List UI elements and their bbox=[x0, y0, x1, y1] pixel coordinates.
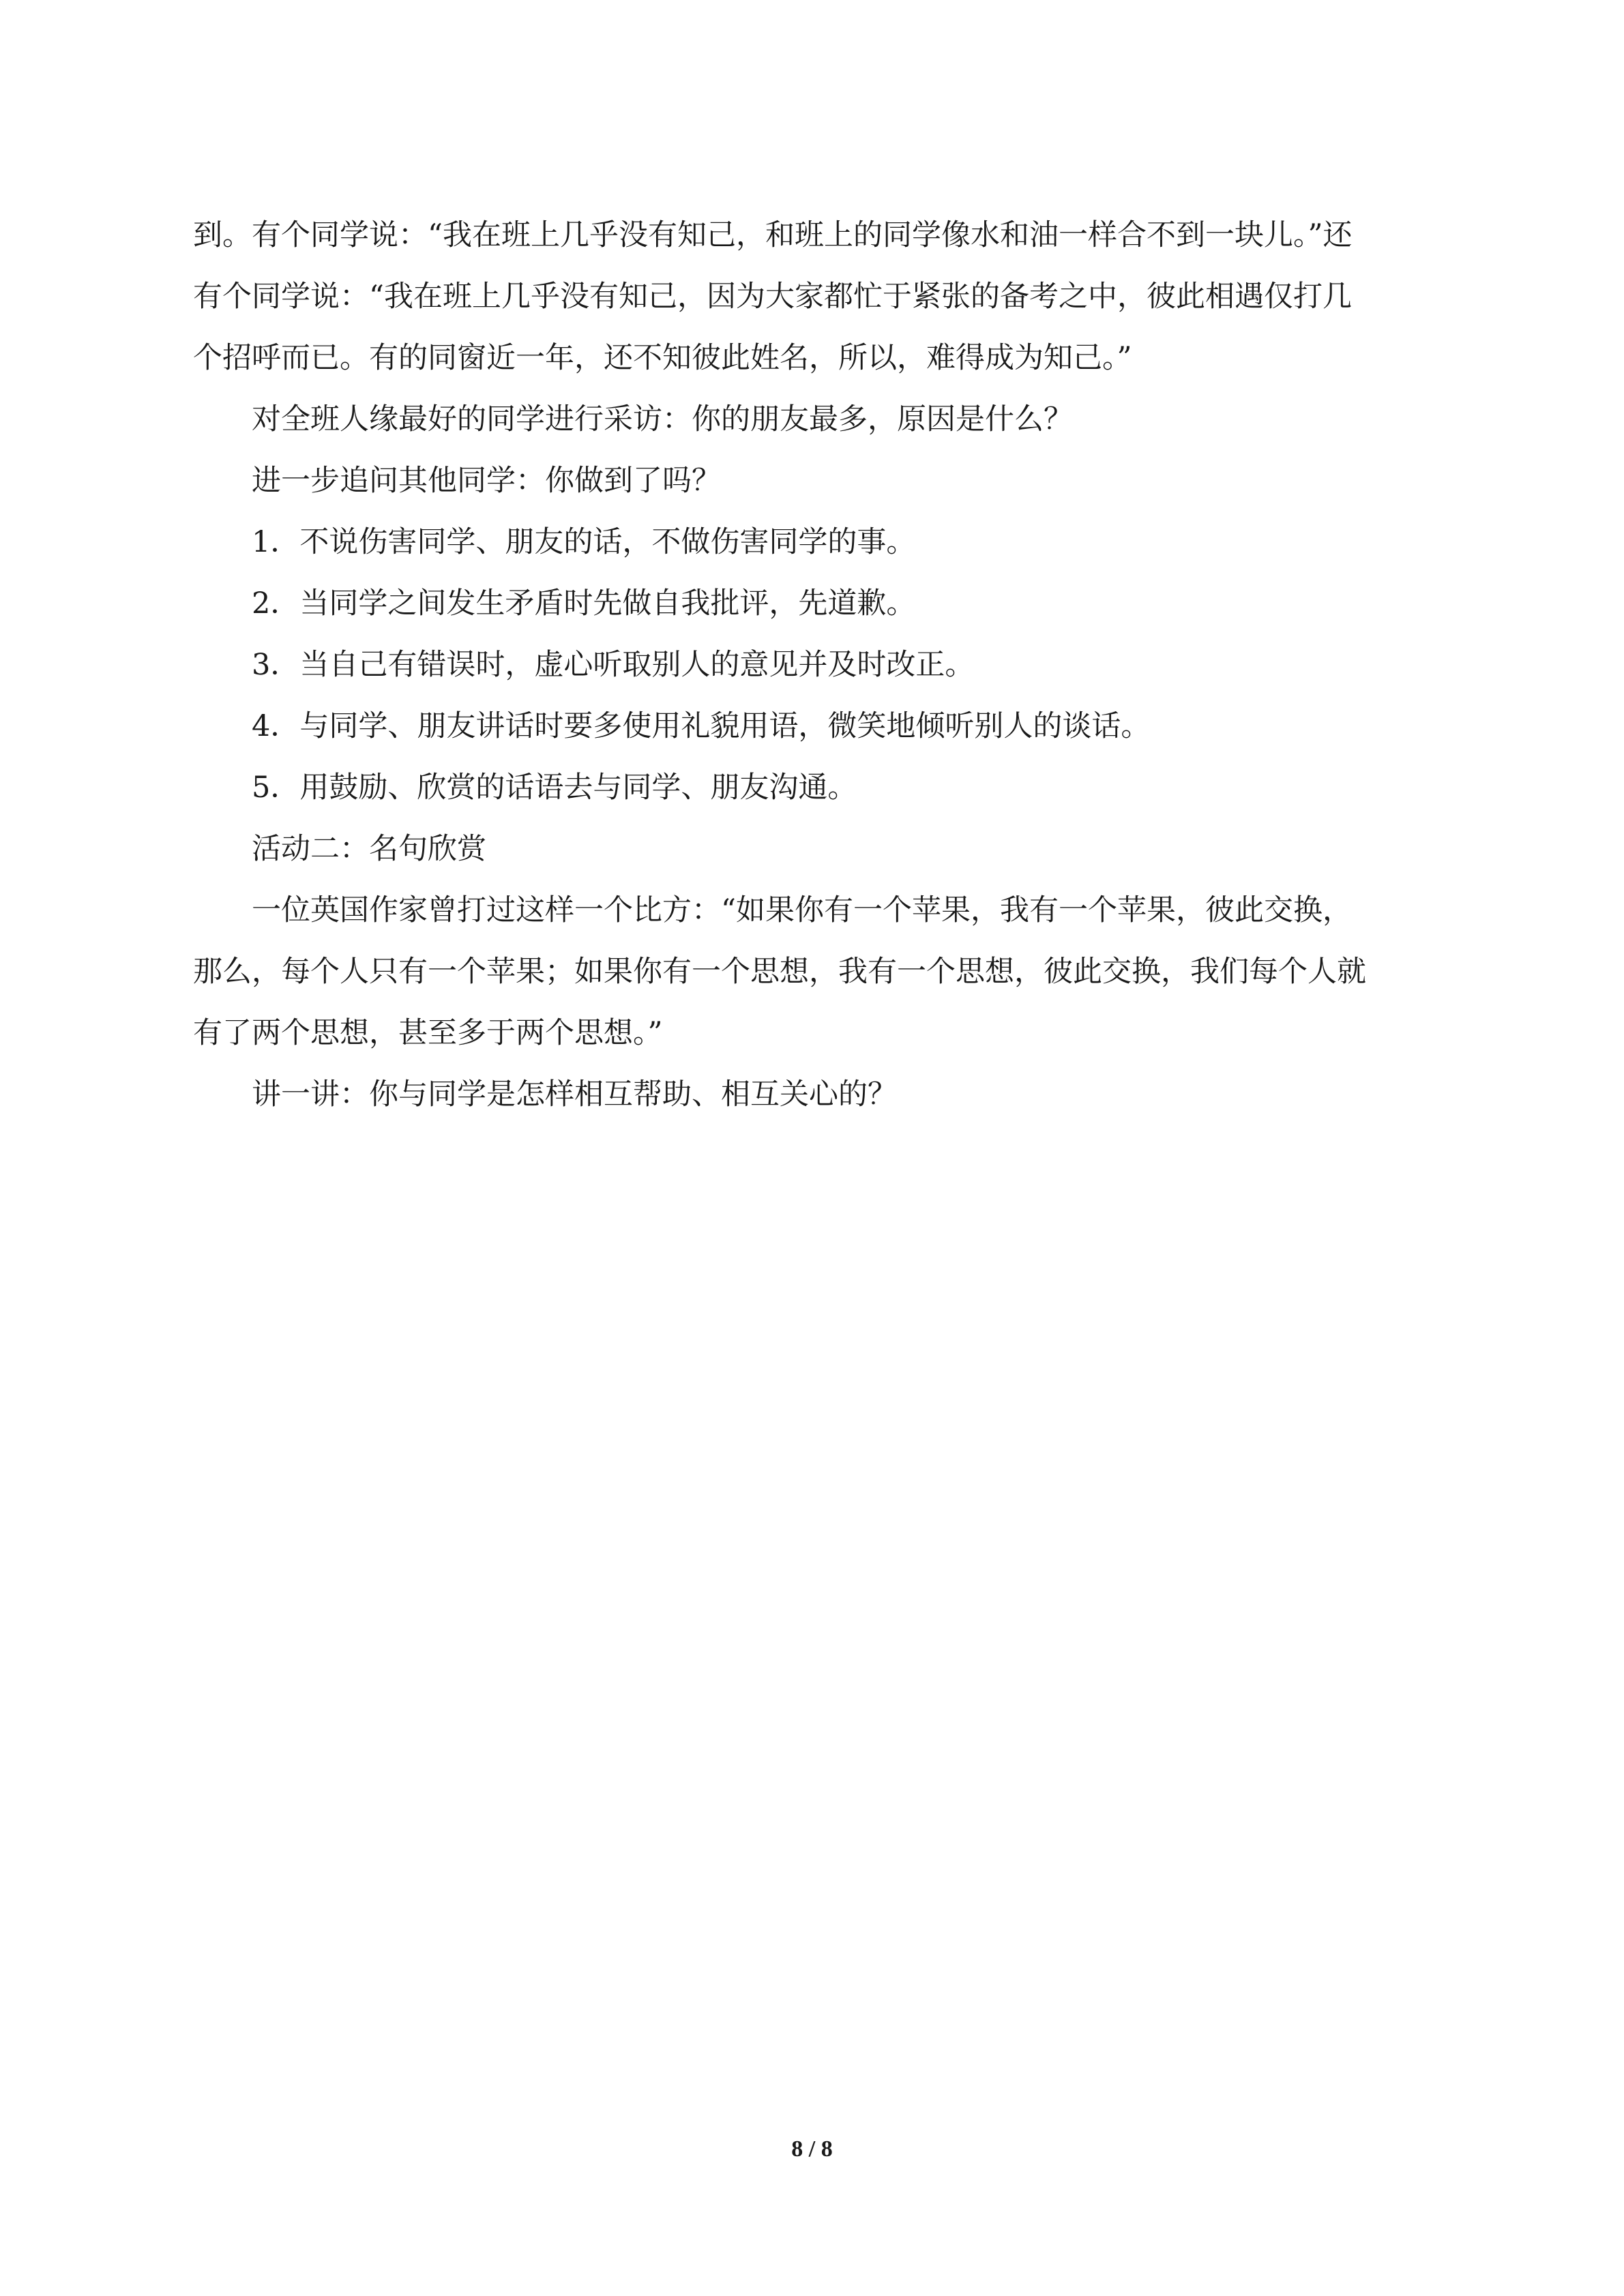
list-item: 4．与同学、朋友讲话时要多使用礼貌用语，微笑地倾听别人的谈话。 bbox=[252, 709, 1151, 743]
page-number: 8 / 8 bbox=[791, 2136, 833, 2162]
paragraph-line: 有个同学说：“我在班上几乎没有知己，因为大家都忙于紧张的备考之中，彼此相遇仅打几 bbox=[193, 280, 1352, 314]
quote-paragraph-line: 那么，每个人只有一个苹果；如果你有一个思想，我有一个思想，彼此交换，我们每个人就 bbox=[193, 955, 1366, 989]
list-item: 5．用鼓励、欣赏的话语去与同学、朋友沟通。 bbox=[252, 771, 857, 805]
paragraph-line: 个招呼而已。有的同窗近一年，还不知彼此姓名，所以，难得成为知己。” bbox=[193, 341, 1132, 375]
document-body bbox=[193, 205, 1475, 1125]
follow-up-question: 进一步追问其他同学：你做到了吗？ bbox=[252, 464, 721, 498]
interview-question: 对全班人缘最好的同学进行采访：你的朋友最多，原因是什么？ bbox=[252, 402, 1073, 436]
activity-heading: 活动二：名句欣赏 bbox=[252, 832, 486, 866]
list-item: 2．当同学之间发生矛盾时先做自我批评，先道歉。 bbox=[252, 586, 916, 621]
paragraph-line: 到。有个同学说：“我在班上几乎没有知己，和班上的同学像水和油一样合不到一块儿。”还 bbox=[193, 218, 1353, 252]
list-item: 1．不说伤害同学、朋友的话，不做伤害同学的事。 bbox=[252, 525, 916, 559]
list-item: 3．当自己有错误时，虚心听取别人的意见并及时改正。 bbox=[252, 648, 975, 682]
quote-paragraph-line: 一位英国作家曾打过这样一个比方：“如果你有一个苹果，我有一个苹果，彼此交换， bbox=[252, 893, 1352, 927]
quote-paragraph-line: 有了两个思想，甚至多于两个思想。” bbox=[193, 1016, 663, 1050]
discussion-prompt: 讲一讲：你与同学是怎样相互帮助、相互关心的？ bbox=[252, 1077, 897, 1112]
